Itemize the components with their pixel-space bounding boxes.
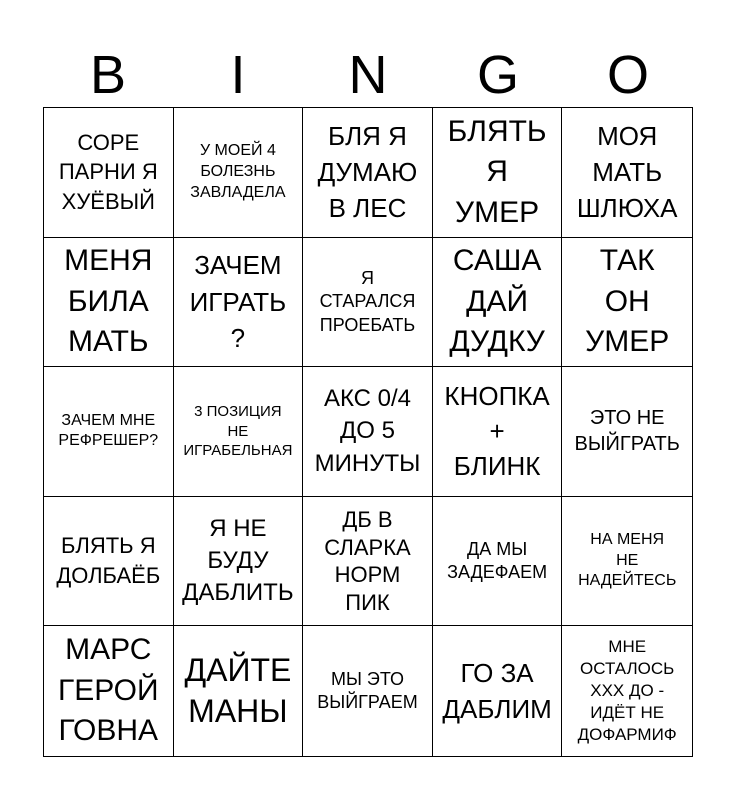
bingo-cell-r4-c5[interactable]	[562, 497, 692, 627]
bingo-cell-r4-c3[interactable]	[303, 497, 433, 627]
cell-text: Я НЕ БУДУ ДАБЛИТЬ	[182, 514, 294, 607]
cell-text: Я СТАРАЛСЯ ПРОЕБАТЬ	[319, 267, 416, 335]
cell-text: МЫ ЭТО ВЫЙГРАЕМ	[317, 668, 418, 713]
bingo-cell-r5-c2[interactable]	[174, 626, 304, 756]
header-letter-b: B	[89, 45, 127, 105]
cell-text: НА МЕНЯ НЕ НАДЕЙТЕСЬ	[578, 530, 677, 590]
cell-text: ЗАЧЕМ ИГРАТЬ ?	[189, 250, 287, 354]
bingo-cell-r5-c1[interactable]	[44, 626, 174, 756]
bingo-cell-r1-c2[interactable]	[174, 108, 304, 238]
bingo-board	[43, 107, 693, 757]
cell-text: МНЕ ОСТАЛОСЬ ХХХ ДО - ИДЁТ НЕ ДОФАРМИФ	[577, 636, 677, 745]
cell-text: АКС 0/4 ДО 5 МИНУТЫ	[314, 384, 421, 477]
cell-text: БЛЯ Я ДУМАЮ В ЛЕС	[317, 120, 418, 224]
bingo-cell-r1-c3[interactable]	[303, 108, 433, 238]
cell-text: МЕНЯ БИЛА МАТЬ	[64, 244, 153, 359]
cell-text: ТАК ОН УМЕР	[585, 244, 670, 359]
cell-text: У МОЕЙ 4 БОЛЕЗНЬ ЗАВЛАДЕЛА	[190, 142, 286, 201]
bingo-cell-r2-c3[interactable]	[303, 238, 433, 368]
header-letter-n: N	[348, 45, 388, 105]
cell-text: СОРЕ ПАРНИ Я ХУЁВЫЙ	[58, 129, 158, 215]
bingo-cell-r4-c2[interactable]	[174, 497, 304, 627]
cell-text: ЗАЧЕМ МНЕ РЕФРЕШЕР?	[58, 411, 159, 450]
cell-text: ДАЙТЕ МАНЫ	[184, 651, 292, 730]
cell-text: ЭТО НЕ ВЫЙГРАТЬ	[574, 407, 680, 456]
cell-text: САША ДАЙ ДУДКУ	[449, 244, 545, 359]
bingo-cell-r3-c3[interactable]	[303, 367, 433, 497]
bingo-cell-r2-c1[interactable]	[44, 238, 174, 368]
cell-text: ДБ В СЛАРКА НОРМ ПИК	[324, 507, 411, 615]
header-letter-i: I	[230, 45, 246, 105]
bingo-cell-r5-c4[interactable]	[433, 626, 563, 756]
cell-text: МОЯ МАТЬ ШЛЮХА	[576, 120, 678, 224]
bingo-cell-r3-c1[interactable]	[44, 367, 174, 497]
bingo-cell-r2-c2[interactable]	[174, 238, 304, 368]
cell-text: БЛЯТЬ Я УМЕР	[447, 114, 547, 229]
cell-text: КНОПКА + БЛИНК	[444, 380, 550, 482]
cell-text: БЛЯТЬ Я ДОЛБАЁБ	[56, 533, 161, 589]
header-letter-g: G	[476, 45, 519, 105]
bingo-header	[43, 44, 693, 106]
bingo-cell-r3-c4[interactable]	[433, 367, 563, 497]
bingo-cell-r1-c1[interactable]	[44, 108, 174, 238]
bingo-cell-r4-c1[interactable]	[44, 497, 174, 627]
bingo-cell-r5-c5[interactable]	[562, 626, 692, 756]
cell-text: МАРС ГЕРОЙ ГОВНА	[58, 633, 159, 748]
bingo-cell-r2-c4[interactable]	[433, 238, 563, 368]
bingo-cell-r2-c5[interactable]	[562, 238, 692, 368]
cell-text: ГО ЗА ДАБЛИМ	[442, 657, 552, 725]
bingo-cell-r1-c4[interactable]	[433, 108, 563, 238]
bingo-cell-r1-c5[interactable]	[562, 108, 692, 238]
bingo-cell-r4-c4[interactable]	[433, 497, 563, 627]
bingo-cell-r3-c2[interactable]	[174, 367, 304, 497]
cell-text: ДА МЫ ЗАДЕФАЕМ	[447, 538, 548, 583]
bingo-cell-r3-c5[interactable]	[562, 367, 692, 497]
header-letter-o: O	[606, 45, 649, 105]
cell-text: 3 ПОЗИЦИЯ НЕ ИГРАБЕЛЬНАЯ	[183, 403, 293, 460]
bingo-cell-r5-c3[interactable]	[303, 626, 433, 756]
